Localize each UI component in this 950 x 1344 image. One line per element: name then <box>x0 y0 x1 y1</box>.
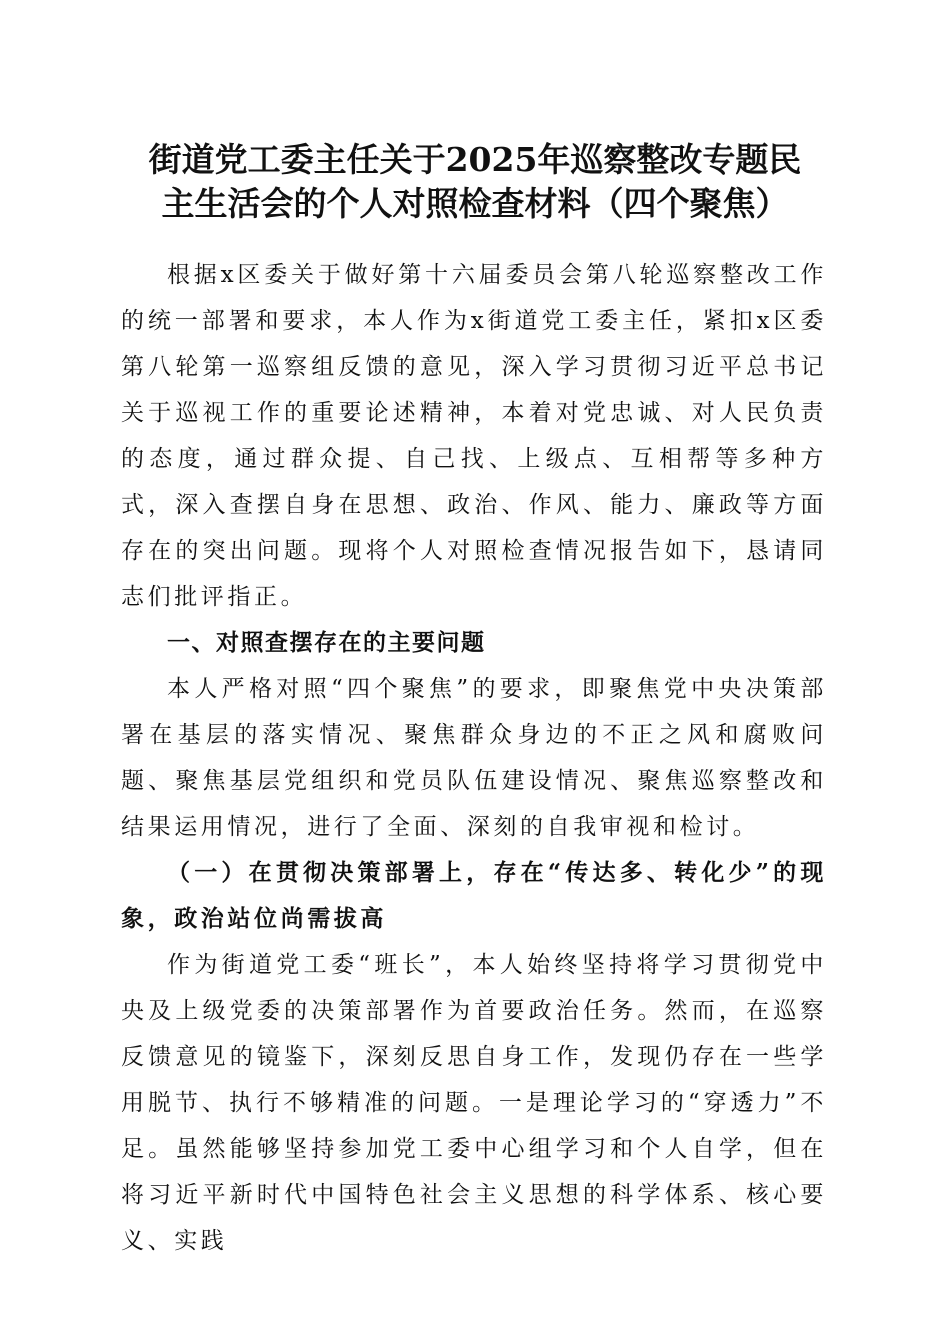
title-line-1: 街道党工委主任关于2025年巡察整改专题民 <box>148 140 802 179</box>
document-body <box>121 252 827 1264</box>
subsection-1-paragraph: 作为街道党工委“班长”，本人始终坚持将学习贯彻党中央及上级党委的决策部署作为首要政治任务。然而，在巡察反馈意见的镜鉴下，深刻反思自身工作，发现仍存在一些学用脱节、执行不够精准的问题。一是理论学习的“穿透力”不足。虽然能够坚持参加党工委中心组学习和个人自学，但在将习近平新时代中国特色社会主义思想的科学体系、核心要义、实践 <box>121 952 827 1254</box>
document-title <box>100 138 850 226</box>
title-line-2: 主生活会的个人对照检查材料（四个聚焦） <box>161 184 789 223</box>
subsection-heading-1: （一）在贯彻决策部署上，存在“传达多、转化少”的现象，政治站位尚需拔高 <box>121 859 827 932</box>
section-1-paragraph: 本人严格对照“四个聚焦”的要求，即聚焦党中央决策部署在基层的落实情况、聚焦群众身边的不正之风和腐败问题、聚焦基层党组织和党员队伍建设情况、聚焦巡察整改和结果运用情况，进行了全面、深刻的自我审视和检讨。 <box>121 676 827 840</box>
intro-paragraph: 根据x区委关于做好第十六届委员会第八轮巡察整改工作的统一部署和要求，本人作为x街道党工委主任，紧扣x区委第八轮第一巡察组反馈的意见，深入学习贯彻习近平总书记关于巡视工作的重要论述精神，本着对党忠诚、对人民负责的态度，通过群众提、自己找、上级点、互相帮等多种方式，深入查摆自身在思想、政治、作风、能力、廉政等方面存在的突出问题。现将个人对照检查情况报告如下，恳请同志们批评指正。 <box>121 262 827 610</box>
section-heading-1: 一、对照查摆存在的主要问题 <box>167 630 486 656</box>
